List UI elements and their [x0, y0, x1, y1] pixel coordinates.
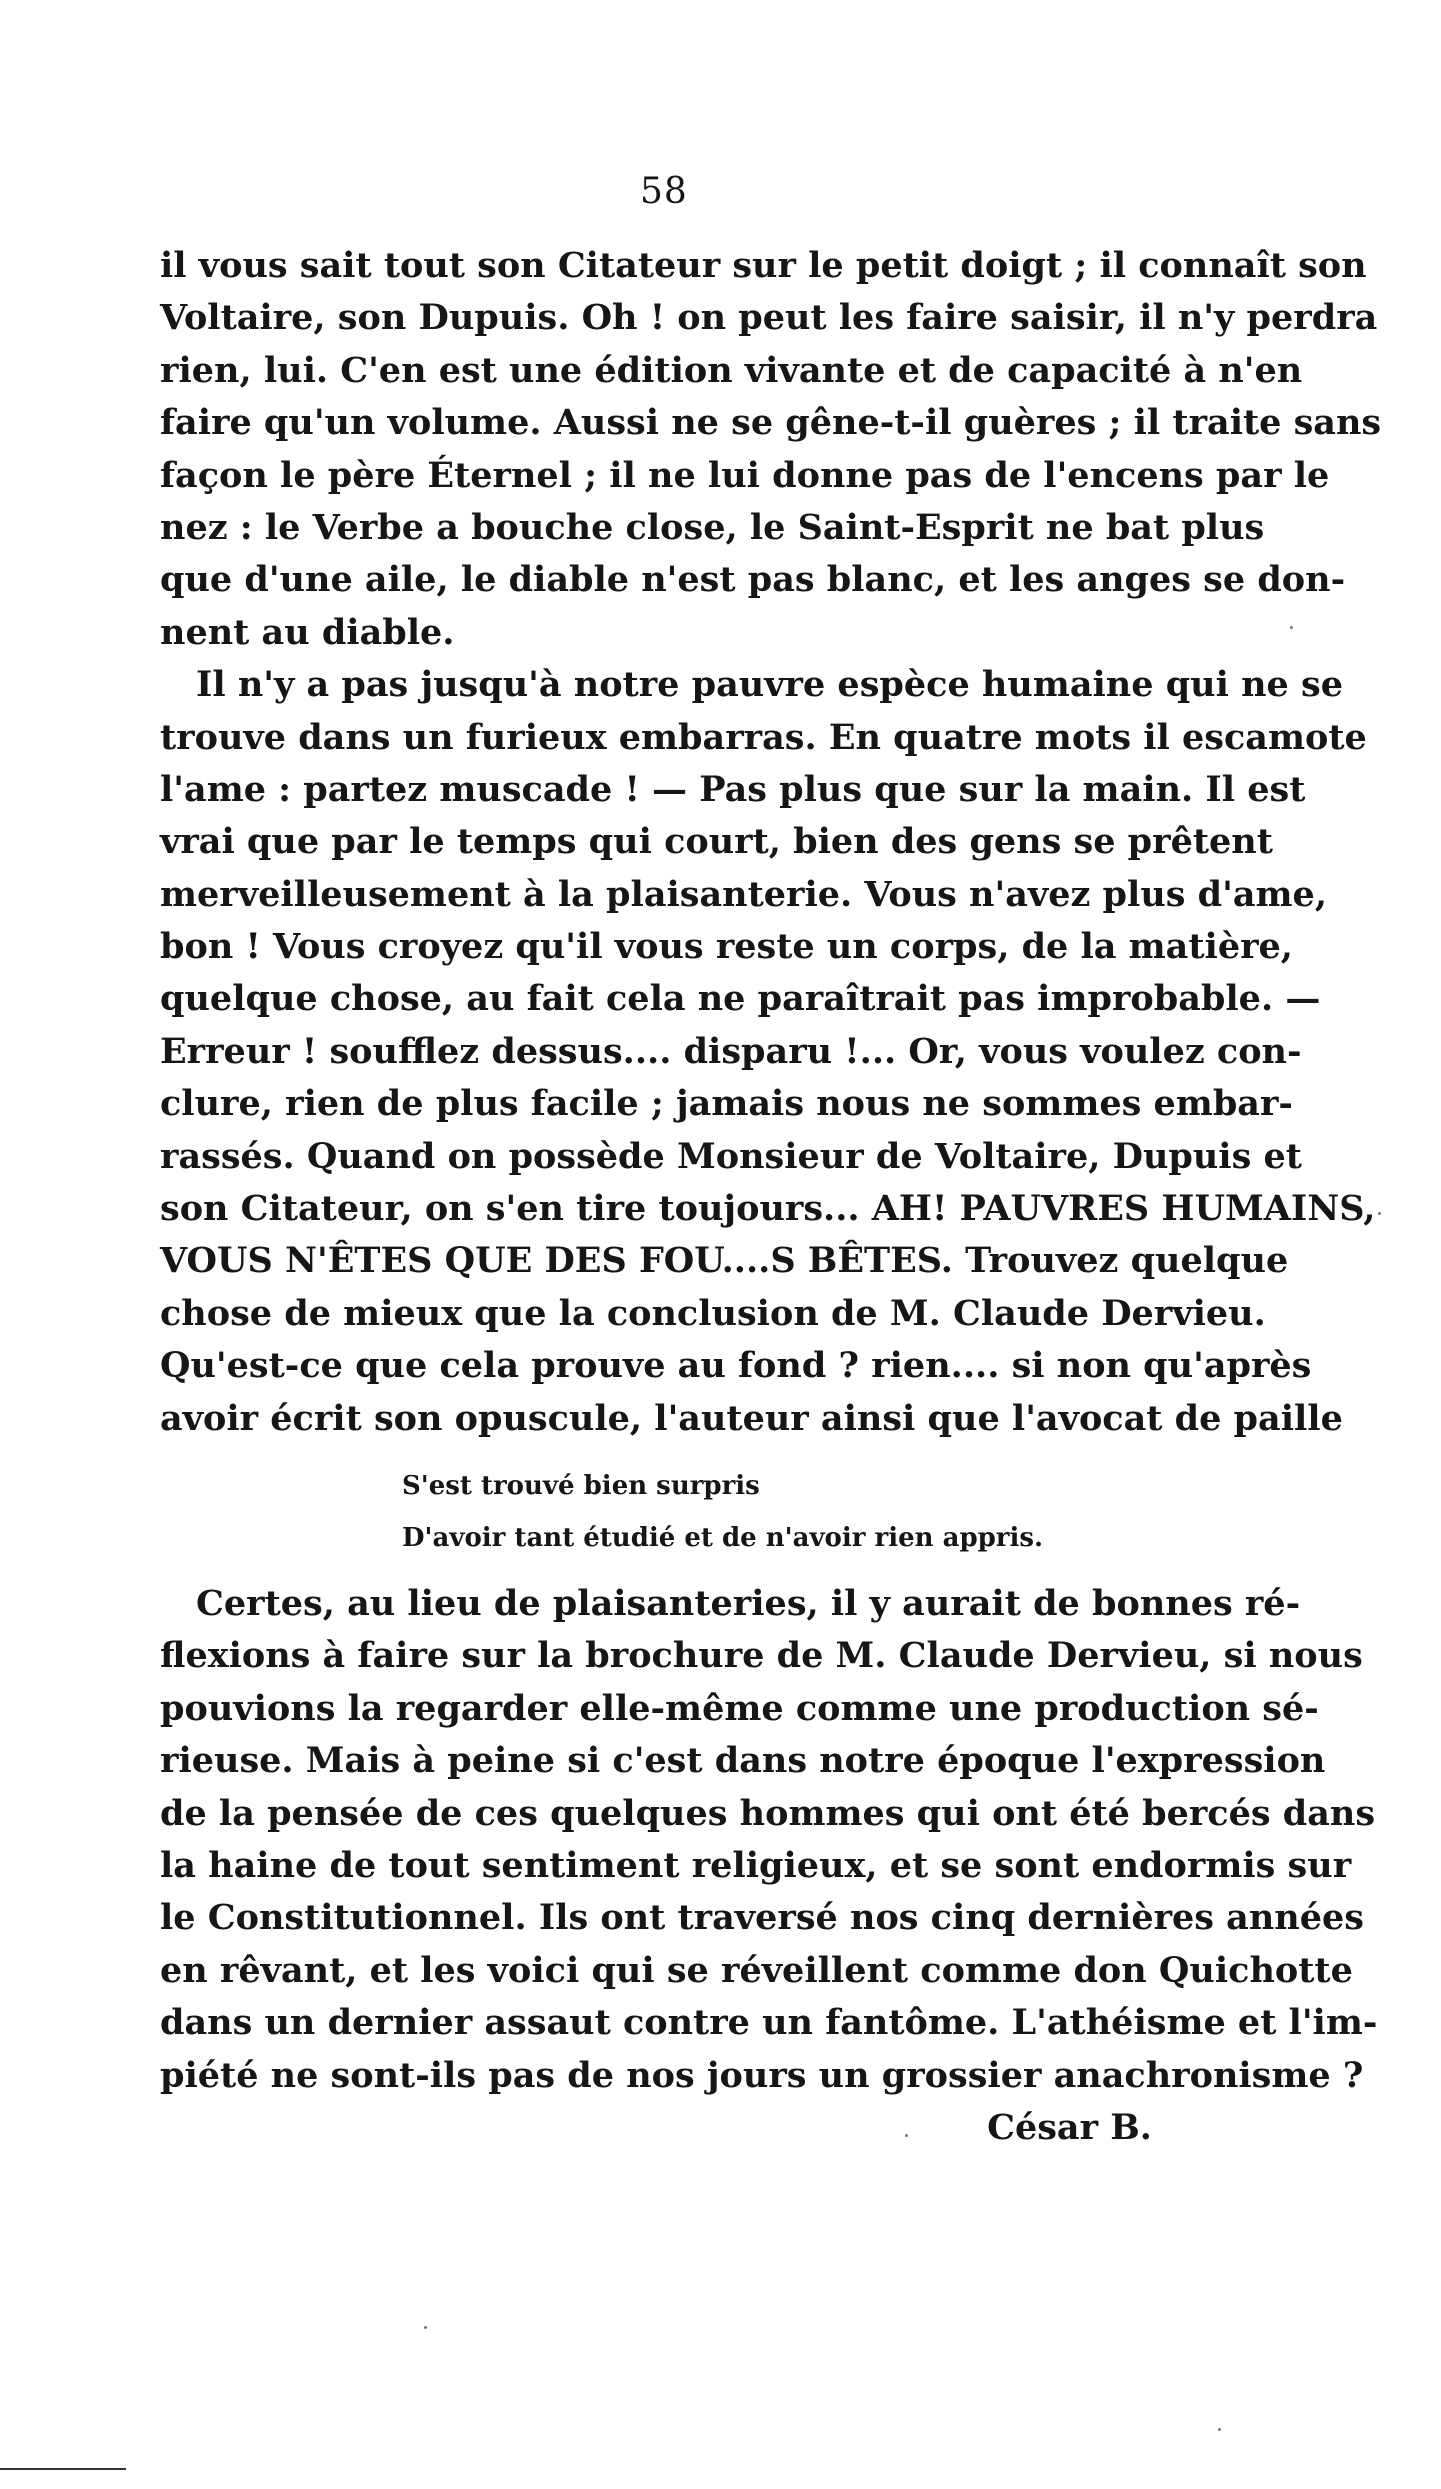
text-line: Qu'est-ce que cela prouve au fond ? rien.... si non qu'après: [160, 1345, 1312, 1387]
text-line: clure, rien de plus facile ; jamais nous ne sommes embar-: [160, 1083, 1293, 1125]
page-number: 58: [640, 171, 688, 212]
text-line: avoir écrit son opuscule, l'auteur ainsi que l'avocat de paille: [160, 1397, 1343, 1439]
verse-line: D'avoir tant étudié et de n'avoir rien appris.: [402, 1523, 1044, 1553]
text-line: bon ! Vous croyez qu'il vous reste un corps, de la matière,: [160, 926, 1293, 968]
text-line: le Constitutionnel. Ils ont traversé nos cinq dernières années: [160, 1897, 1364, 1939]
text-line: nent au diable.: [160, 611, 455, 653]
text-line: piété ne sont-ils pas de nos jours un grossier anachronisme ?: [160, 2054, 1364, 2096]
body-text-lower: [160, 1578, 1378, 2154]
text-line: que d'une aile, le diable n'est pas blanc, et les anges se don-: [160, 559, 1346, 601]
text-line: il vous sait tout son Citateur sur le petit doigt ; il connaît son: [160, 245, 1367, 286]
text-line: dans un dernier assaut contre un fantôme. L'athéisme et l'im-: [160, 2002, 1378, 2044]
scan-speck: [1378, 1212, 1381, 1215]
scan-speck: [424, 2326, 427, 2329]
text-line: Il n'y a pas jusqu'à notre pauvre espèce humaine qui ne se: [196, 664, 1343, 706]
signature: César B.: [987, 2106, 1152, 2148]
text-line: en rêvant, et les voici qui se réveillent comme don Quichotte: [160, 1949, 1353, 1991]
text-line: vrai que par le temps qui court, bien des gens se prêtent: [160, 821, 1273, 863]
text-line: son Citateur, on s'en tire toujours... AH! PAUVRES HUMAINS,: [160, 1188, 1376, 1230]
scan-speck: [1290, 626, 1293, 629]
verse-line: S'est trouvé bien surpris: [402, 1471, 760, 1501]
text-line: chose de mieux que la conclusion de M. Claude Dervieu.: [160, 1292, 1266, 1334]
text-line: pouvions la regarder elle-même comme une production sé-: [160, 1687, 1319, 1729]
text-line: merveilleusement à la plaisanterie. Vous n'avez plus d'ame,: [160, 873, 1328, 915]
verse-quote: [402, 1460, 1043, 1564]
text-line: la haine de tout sentiment religieux, et se sont endormis sur: [160, 1844, 1352, 1886]
body-text-upper: [160, 240, 1382, 1445]
page-edge-rule: [0, 2468, 126, 2470]
text-line: rien, lui. C'en est une édition vivante et de capacité à n'en: [160, 349, 1303, 391]
text-line: de la pensée de ces quelques hommes qui ont été bercés dans: [160, 1792, 1376, 1834]
text-line: rieuse. Mais à peine si c'est dans notre époque l'expression: [160, 1740, 1326, 1782]
text-line: faire qu'un volume. Aussi ne se gêne-t-il guères ; il traite sans: [160, 402, 1382, 444]
scan-speck: [905, 2134, 908, 2137]
text-line: Voltaire, son Dupuis. Oh ! on peut les faire saisir, il n'y perdra: [160, 297, 1378, 339]
text-line: quelque chose, au fait cela ne paraîtrait pas improbable. —: [160, 978, 1321, 1020]
text-line: rassés. Quand on possède Monsieur de Voltaire, Dupuis et: [160, 1135, 1302, 1177]
scan-speck: [1218, 2428, 1221, 2431]
text-line: flexions à faire sur la brochure de M. Claude Dervieu, si nous: [160, 1635, 1363, 1677]
text-line: VOUS N'ÊTES QUE DES FOU....S BÊTES. Trouvez quelque: [160, 1240, 1289, 1282]
text-line: nez : le Verbe a bouche close, le Saint-Esprit ne bat plus: [160, 506, 1265, 548]
text-line: façon le père Éternel ; il ne lui donne pas de l'encens par le: [160, 454, 1330, 496]
text-line: l'ame : partez muscade ! — Pas plus que sur la main. Il est: [160, 768, 1306, 810]
text-line: Erreur ! soufflez dessus.... disparu !... Or, vous voulez con-: [160, 1030, 1302, 1072]
text-line: Certes, au lieu de plaisanteries, il y aurait de bonnes ré-: [196, 1583, 1301, 1624]
text-line: trouve dans un furieux embarras. En quatre mots il escamote: [160, 716, 1367, 758]
